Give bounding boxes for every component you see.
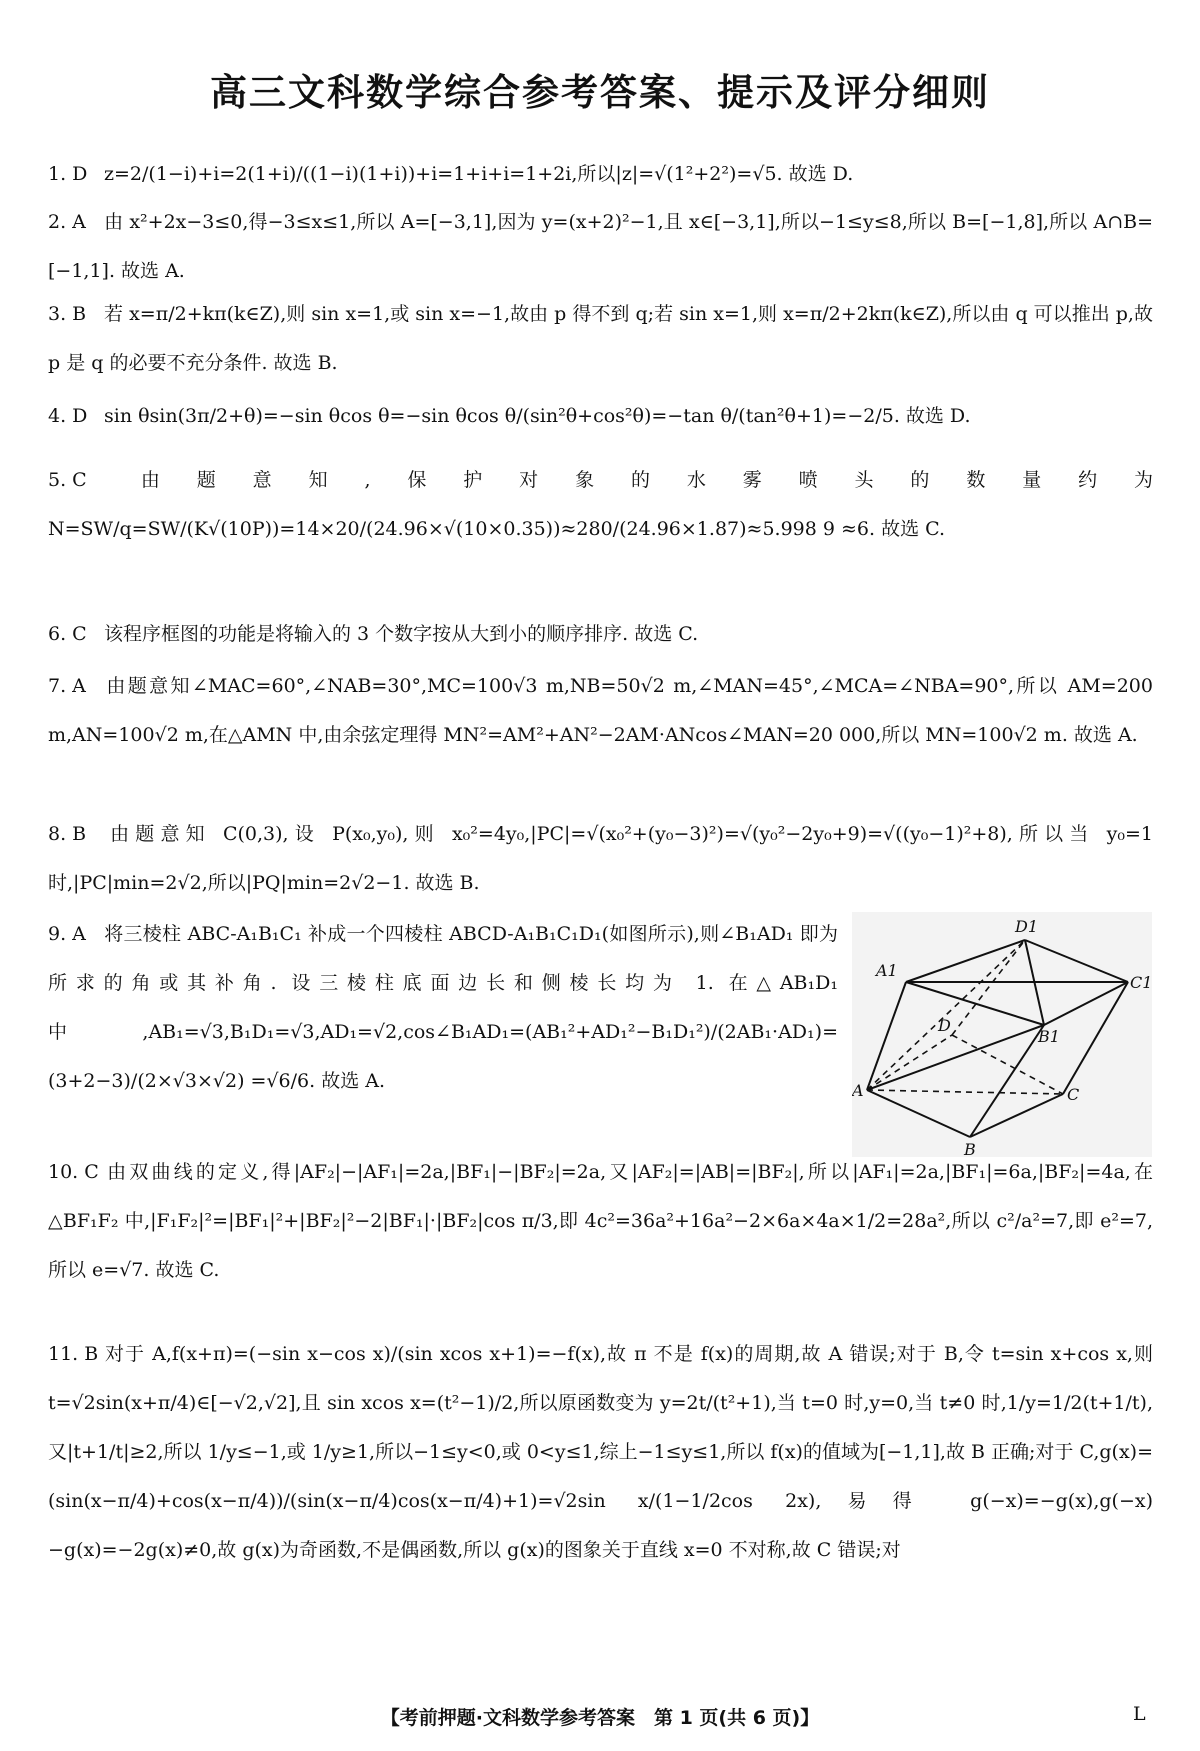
answer-text: 该程序框图的功能是将输入的 3 个数字按从大到小的顺序排序. 故选 C. [104,623,699,645]
answer-item-11 [48,1330,1153,1575]
answer-item-10 [48,1148,1153,1295]
answer-text: sin θsin(3π/2+θ)=−sin θcos θ=−sin θcos θ/(sin²θ+cos²θ)=−tan θ/(tan²θ+1)=−2/5. 故选 D. [104,405,971,427]
edge-A-B1 [867,1025,1044,1090]
edge-A-C-hidden [867,1090,1063,1094]
answer-text: 由题意知,保护对象的水雾喷头的数量约为 N=SW/q=SW/(K√(10P))=14×20/(24.96×√(10×0.35))≈280/(24.96×1.87)≈5.998 9 ≈6. 故选 C. [48,469,1153,540]
answer-text: 由题意知 C(0,3),设 P(x₀,y₀),则 x₀²=4y₀,|PC|=√(x₀²+(y₀−3)²)=√(y₀²−2y₀+9)=√((y₀−1)²+8),所以当 y₀=1 时,|PC|min=2√2,所以|PQ|min=2√2−1. 故选 B. [48,823,1153,894]
label-A: A [852,1081,864,1100]
answer-text: 由题意知∠MAC=60°,∠NAB=30°,MC=100√3 m,NB=50√2 m,∠MAN=45°,∠MCA=∠NBA=90°,所以 AM=200 m,AN=100√2 m,在△AMN 中,由余弦定理得 MN²=AM²+AN²−2AM·ANcos∠MAN=20 000,所以 MN=100√2 m. 故选 A. [48,675,1153,746]
answer-item-2 [48,198,1153,296]
label-D: D [938,1016,951,1035]
answer-text: 对于 A,f(x+π)=(−sin x−cos x)/(sin xcos x+1)=−f(x),故 π 不是 f(x)的周期,故 A 错误;对于 B,令 t=sin x+cos x,则t=√2sin(x+π/4)∈[−√2,√2],且 sin xcos x=(t²−1)/2,所以原函数变为 y=2t/(t²+1),当 t=0 时,y=0,当 t≠0 时,1/y=1/2(t+1/t),又|t+1/t|≥2,所以 1/y≤−1,或 1/y≥1,所以−1≤y<0,或 0<y≤1,综上−1≤y≤1,所以 f(x)的值域为[−1,1],故 B 正确;对于 C,g(x)=(sin(x−π/4)+cos(x−π/4))/(sin(x−π/4)cos(x−π/4)+1)=√2sin x/(1−1/2cos 2x),易得 g(−x)=−g(x),g(−x)−g(x)=−2g(x)≠0,故 g(x)为奇函数,不是偶函数,所以 g(x)的图象关于直线 x=0 不对称,故 C 错误;对 [48,1343,1153,1561]
answer-number: 7. A [48,675,86,697]
answer-item-3 [48,290,1153,388]
answer-number: 4. D [48,405,88,427]
answer-text: 由 x²+2x−3≤0,得−3≤x≤1,所以 A=[−3,1],因为 y=(x+2)²−1,且 x∈[−3,1],所以−1≤y≤8,所以 B=[−1,8],所以 A∩B=[−1,1]. 故选 A. [48,211,1153,282]
label-C: C [1067,1085,1080,1104]
edge-D-D1-hidden [952,940,1025,1035]
answer-number: 8. B [48,823,87,845]
label-C1: C1 [1130,973,1152,992]
prism-diagram [852,912,1152,1157]
edge-A-A1 [867,982,906,1090]
answer-text: 若 x=π/2+kπ(k∈Z),则 sin x=1,或 sin x=−1,故由 p 得不到 q;若 sin x=1,则 x=π/2+2kπ(k∈Z),所以由 q 可以推出 p,故 p 是 q 的必要不充分条件. 故选 B. [48,303,1153,374]
answer-number: 2. A [48,211,86,233]
answer-text: z=2/(1−i)+i=2(1+i)/((1−i)(1+i))+i=1+i+i=1+2i,所以|z|=√(1²+2²)=√5. 故选 D. [104,163,854,185]
answer-number: 3. B [48,303,87,325]
edge-A1-D1 [906,940,1025,982]
label-B: B [964,1140,976,1157]
answer-number: 5. C [48,469,87,491]
answer-item-6 [48,610,1153,659]
answer-item-8 [48,810,1153,908]
label-B1: B1 [1038,1027,1060,1046]
answer-item-7 [48,662,1153,760]
answer-item-4 [48,392,1153,441]
answer-number: 1. D [48,163,88,185]
answer-text: 将三棱柱 ABC-A₁B₁C₁ 补成一个四棱柱 ABCD-A₁B₁C₁D₁(如图所示),则∠B₁AD₁ 即为所求的角或其补角. 设三棱柱底面边长和侧棱长均为 1. 在△AB₁D₁ 中,AB₁=√3,B₁D₁=√3,AD₁=√2,cos∠B₁AD₁=(AB₁²+AD₁²−B₁D₁²)/(2AB₁·AD₁)=(3+2−3)/(2×√3×√2) =√6/6. 故选 A. [48,923,838,1092]
label-D1: D1 [1015,917,1039,936]
footer-mark: L [1133,1703,1146,1725]
answer-number: 9. A [48,923,86,945]
answer-number: 11. B [48,1343,99,1365]
prism-figure [852,912,1152,1157]
page-title: 高三文科数学综合参考答案、提示及评分细则 [210,71,990,114]
answer-number: 10. C [48,1161,99,1183]
answer-item-1 [48,150,1153,199]
edge-A-B [867,1090,970,1137]
answer-text: 由双曲线的定义,得|AF₂|−|AF₁|=2a,|BF₁|−|BF₂|=2a,又|AF₂|=|AB|=|BF₂|,所以|AF₁|=2a,|BF₁|=6a,|BF₂|=4a,在△BF₁F₂ 中,|F₁F₂|²=|BF₁|²+|BF₂|²−2|BF₁|·|BF₂|cos π/3,即 4c²=36a²+16a²−2×6a×4a×1/2=28a²,所以 c²/a²=7,即 e²=7,所以 e=√7. 故选 C. [48,1161,1153,1281]
answer-item-5 [48,456,1153,554]
page-footer: 【考前押题·文科数学参考答案 第 1 页(共 6 页)】 [380,1707,820,1729]
edge-D1-C1 [1025,940,1128,982]
answer-item-9 [48,910,838,1106]
answer-number: 6. C [48,623,87,645]
label-A1: A1 [876,961,898,980]
